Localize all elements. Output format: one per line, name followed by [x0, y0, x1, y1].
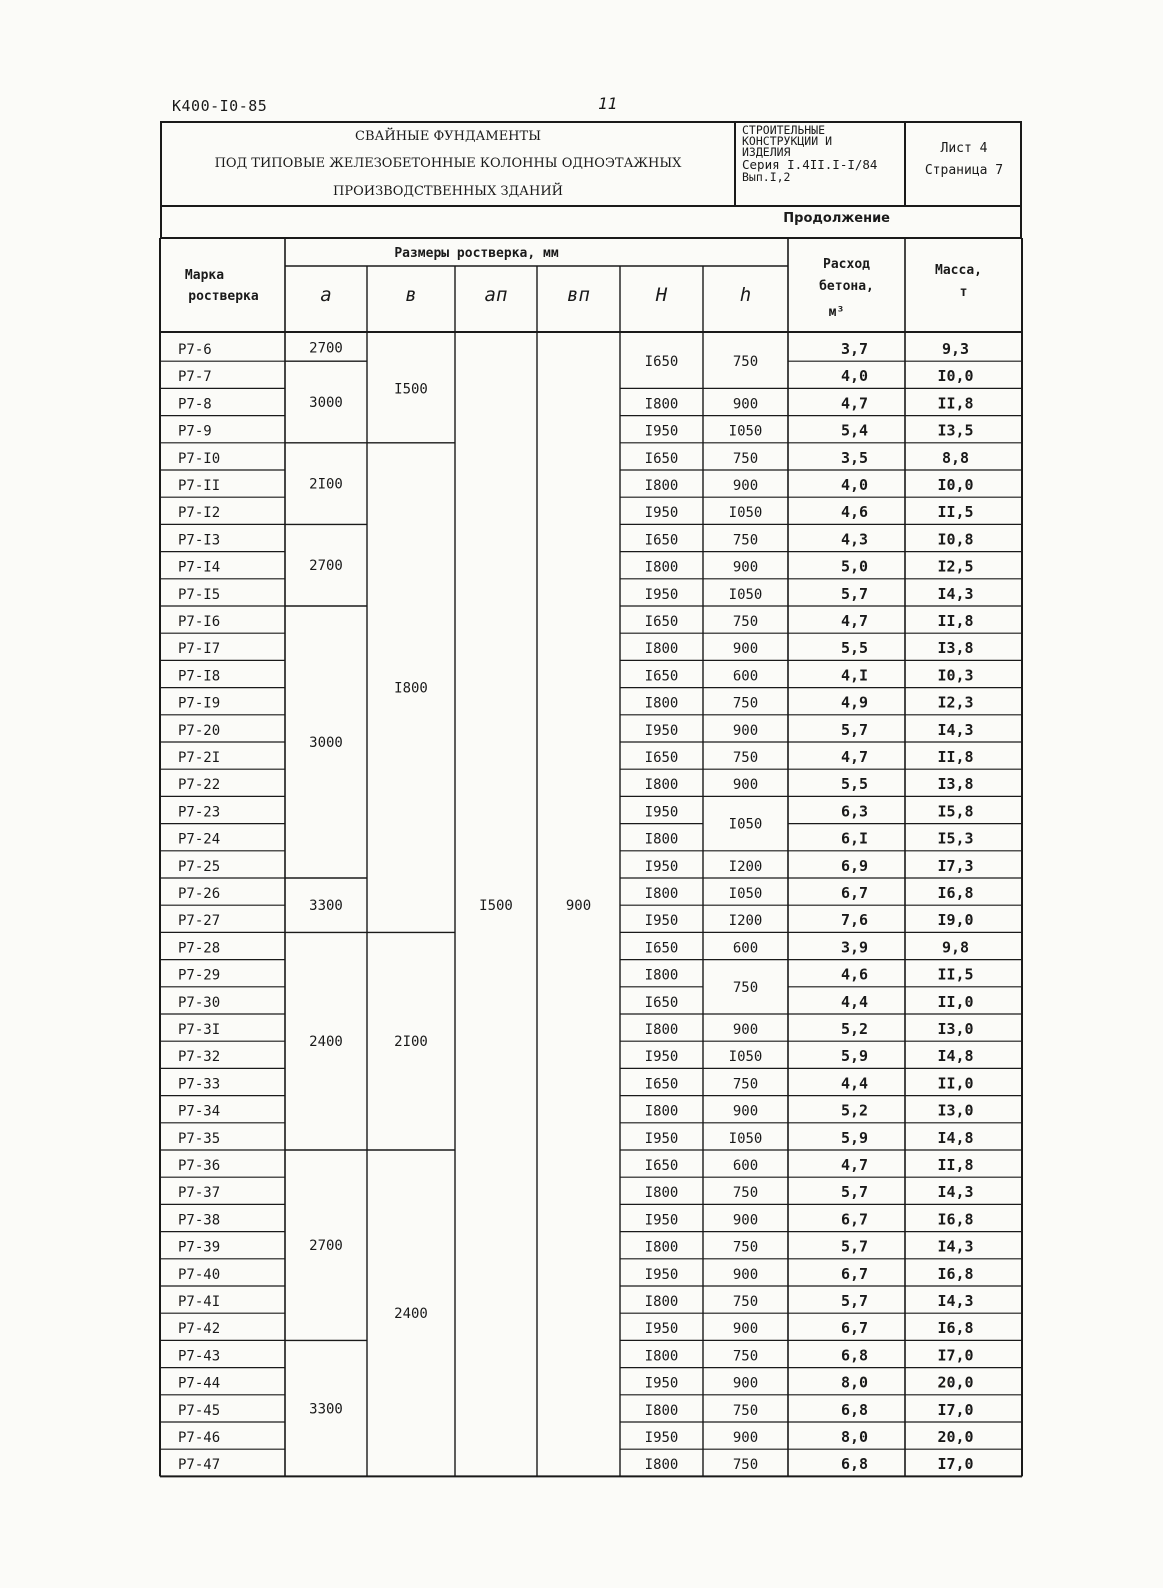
series-line-5: Вып.I,2 — [742, 170, 791, 184]
a-value-0: 2700 — [309, 340, 343, 357]
row-mass: I0,8 — [937, 530, 974, 549]
row-h-total: I950 — [644, 1130, 679, 1147]
row-mass: I3,5 — [937, 421, 974, 440]
row-mark: Р7-24 — [178, 831, 221, 848]
series-line-4: Серия I.4II.I-I/84 — [742, 157, 878, 172]
row-mass: 8,8 — [941, 448, 970, 467]
row-concrete: 6,7 — [840, 1264, 869, 1283]
row-h: 900 — [732, 1375, 759, 1392]
a-value-4: 3000 — [309, 735, 343, 751]
row-mark: Р7-26 — [178, 886, 221, 902]
row-h: I050 — [728, 586, 763, 603]
row-h: 900 — [732, 1212, 759, 1229]
row-mass: I6,8 — [937, 1210, 974, 1229]
row-h: 750 — [732, 750, 759, 766]
title-line-2: ПОД ТИПОВЫЕ ЖЕЛЕЗОБЕТОННЫЕ КОЛОННЫ ОДНОЭТАЖНЫХ — [214, 156, 682, 171]
row-h-total: I950 — [644, 913, 679, 930]
row-mark: Р7-I9 — [178, 695, 221, 712]
row-concrete: 5,7 — [840, 584, 869, 603]
row-mass: I4,3 — [937, 1237, 974, 1256]
row-h-total: I950 — [644, 586, 679, 603]
row-concrete: 4,4 — [840, 1074, 869, 1093]
title-line-1: СВАЙНЫЕ ФУНДАМЕНТЫ — [355, 129, 541, 144]
row-mass: I6,8 — [937, 1264, 974, 1283]
row-h: I050 — [728, 505, 763, 522]
row-concrete: 6,8 — [840, 1455, 869, 1474]
a-value-3: 2700 — [309, 558, 343, 575]
b-value-0: I500 — [394, 381, 428, 398]
row-h-total: I800 — [644, 478, 679, 494]
row-h-total: I950 — [644, 1321, 679, 1338]
a-value-7: 2700 — [309, 1238, 343, 1255]
row-h: 900 — [732, 722, 759, 739]
row-concrete: 4,7 — [840, 394, 869, 413]
row-h-total: I650 — [644, 614, 679, 630]
row-mass: I7,0 — [937, 1400, 974, 1419]
row-h-total: I800 — [644, 1294, 679, 1310]
row-h: 900 — [732, 1321, 759, 1338]
row-concrete: 5,7 — [840, 1183, 869, 1202]
row-concrete: 5,0 — [840, 557, 869, 576]
row-h-total: I800 — [644, 886, 679, 902]
row-concrete: 4,6 — [840, 965, 869, 984]
row-mark: Р7-23 — [178, 804, 221, 821]
row-h-total: I800 — [644, 695, 679, 712]
row-mass: II,5 — [937, 503, 974, 522]
row-mark: Р7-34 — [178, 1103, 221, 1120]
row-h-total: I650 — [644, 1158, 679, 1174]
row-mass: I0,0 — [937, 367, 974, 386]
a-value-2: 2I00 — [309, 476, 343, 493]
row-h-total: I950 — [644, 505, 679, 522]
row-concrete: 5,9 — [840, 1047, 869, 1066]
row-mark: Р7-43 — [178, 1348, 221, 1365]
h-span-value-1: I050 — [728, 816, 763, 833]
row-h: 600 — [732, 1158, 759, 1174]
row-h-total: I950 — [644, 722, 679, 739]
row-mass: I4,3 — [937, 720, 974, 739]
row-h: 750 — [732, 1457, 759, 1474]
row-h-total: I800 — [644, 1103, 679, 1120]
header-dim-2: ап — [484, 284, 508, 306]
row-h-total: I800 — [644, 967, 679, 984]
row-concrete: 5,5 — [840, 775, 869, 794]
row-mark: Р7-44 — [178, 1375, 221, 1392]
b-value-2: 2I00 — [394, 1034, 428, 1051]
row-h: I050 — [728, 1130, 763, 1147]
row-mass: I7,0 — [937, 1455, 974, 1474]
row-concrete: 6,I — [840, 829, 869, 848]
row-h: 750 — [732, 450, 759, 467]
row-concrete: 5,5 — [840, 639, 869, 658]
row-mass: I0,3 — [937, 666, 974, 685]
header-dim-4: Н — [655, 284, 668, 306]
row-mass: I6,8 — [937, 1319, 974, 1338]
header-dim-1: в — [405, 284, 417, 306]
row-concrete: 4,0 — [840, 367, 869, 386]
row-mark: Р7-30 — [178, 994, 221, 1011]
row-h: 900 — [732, 559, 759, 576]
header-concrete-line-2: бетона, — [819, 279, 874, 294]
row-h: 750 — [732, 1294, 759, 1310]
row-mark: Р7-I2 — [178, 505, 221, 522]
a-value-1: 3000 — [309, 395, 343, 411]
row-mark: Р7-25 — [178, 858, 221, 875]
row-h-total: I800 — [644, 559, 679, 576]
bp-value-0: 900 — [565, 898, 592, 915]
row-h: 900 — [732, 641, 759, 658]
row-mass: I5,3 — [937, 829, 974, 848]
row-mass: 9,8 — [941, 938, 970, 957]
row-concrete: 6,7 — [840, 884, 869, 902]
series-line-1: СТРОИТЕЛЬНЫЕ — [742, 123, 826, 137]
row-h-total: I650 — [644, 668, 679, 685]
row-h: I050 — [728, 423, 763, 440]
h-span-value-0: 750 — [732, 354, 759, 371]
row-mass: II,8 — [937, 1156, 974, 1174]
ap-value-0: I500 — [479, 898, 513, 915]
row-concrete: 5,7 — [840, 1237, 869, 1256]
row-mark: Р7-8 — [178, 396, 212, 413]
row-h: 750 — [732, 614, 759, 630]
row-concrete: 4,I — [840, 666, 869, 685]
row-mark: Р7-33 — [178, 1076, 221, 1093]
row-h-total: I800 — [644, 396, 679, 413]
row-concrete: 6,9 — [840, 856, 869, 875]
row-mark: Р7-32 — [178, 1049, 221, 1066]
row-mark: Р7-I4 — [178, 559, 221, 576]
header-concrete-line-3: м³ — [828, 305, 845, 320]
row-mass: I6,8 — [937, 884, 974, 902]
row-h-total: I650 — [644, 532, 679, 549]
row-mass: II,0 — [937, 1074, 974, 1093]
row-concrete: 5,7 — [840, 1292, 869, 1310]
row-mass: I3,0 — [937, 1101, 974, 1120]
row-h: 900 — [732, 1430, 759, 1446]
row-concrete: 5,2 — [840, 1101, 869, 1120]
a-value-5: 3300 — [309, 898, 343, 915]
row-mass: I4,8 — [937, 1047, 974, 1066]
h-span-value-2: 750 — [732, 979, 759, 996]
h-total-span-value-0: I650 — [644, 354, 679, 371]
row-concrete: 4,7 — [840, 612, 869, 630]
row-mass: 20,0 — [937, 1428, 974, 1446]
row-mass: I2,3 — [937, 693, 974, 712]
row-concrete: 4,9 — [840, 693, 869, 712]
row-h-total: I650 — [644, 750, 679, 766]
row-mark: Р7-42 — [178, 1321, 221, 1338]
row-mass: I4,3 — [937, 584, 974, 603]
row-concrete: 6,8 — [840, 1400, 869, 1419]
row-mass: I5,8 — [937, 802, 974, 821]
row-mark: Р7-6 — [178, 342, 212, 358]
row-mass: II,8 — [937, 394, 974, 413]
row-mark: Р7-7 — [178, 369, 212, 386]
sheet-number: Лист 4 — [940, 141, 988, 156]
row-mass: 9,3 — [941, 340, 970, 358]
header-mass-line-1: Масса, — [935, 263, 982, 278]
row-mark: Р7-35 — [178, 1130, 221, 1147]
row-concrete: 8,0 — [840, 1428, 869, 1446]
header-dim-3: вп — [567, 284, 590, 306]
row-h-total: I650 — [644, 1076, 679, 1093]
b-value-1: I800 — [394, 680, 428, 697]
row-mass: I4,8 — [937, 1128, 974, 1147]
row-concrete: 7,6 — [840, 911, 869, 930]
b-value-3: 2400 — [394, 1306, 428, 1323]
row-h-total: I650 — [644, 940, 679, 957]
row-h: I200 — [728, 913, 763, 930]
row-mark: Р7-38 — [178, 1212, 221, 1229]
row-h-total: I800 — [644, 1022, 679, 1038]
row-concrete: 3,7 — [840, 340, 869, 358]
row-mark: Р7-39 — [178, 1239, 221, 1256]
header-mark-line-2: ростверка — [188, 289, 259, 304]
row-concrete: 6,8 — [840, 1346, 869, 1365]
row-concrete: 4,7 — [840, 1156, 869, 1174]
a-value-6: 2400 — [309, 1034, 343, 1051]
header-dim-0: а — [320, 284, 332, 306]
header-mark-line-1: Марка — [184, 268, 225, 283]
row-concrete: 3,9 — [840, 938, 869, 957]
row-mass: II,0 — [937, 992, 974, 1011]
row-concrete: 5,2 — [840, 1020, 869, 1038]
title-line-3: ПРОИЗВОДСТВЕННЫХ ЗДАНИЙ — [333, 184, 563, 199]
row-h-total: I950 — [644, 804, 679, 821]
handwritten-page-mark: 11 — [598, 94, 618, 113]
page-number: Страница 7 — [924, 163, 1004, 178]
row-h: I050 — [728, 1049, 763, 1066]
row-h: 750 — [732, 695, 759, 712]
row-concrete: 4,7 — [840, 748, 869, 766]
row-mass: I3,8 — [937, 775, 974, 794]
row-mark: Р7-3I — [178, 1022, 221, 1038]
row-concrete: 5,7 — [840, 720, 869, 739]
row-concrete: 4,6 — [840, 503, 869, 522]
row-h: 750 — [732, 1239, 759, 1256]
row-mass: I9,0 — [937, 911, 974, 930]
row-h-total: I800 — [644, 1457, 679, 1474]
row-mass: I4,3 — [937, 1292, 974, 1310]
a-value-8: 3300 — [309, 1401, 343, 1418]
row-mark: Р7-I6 — [178, 614, 221, 630]
row-mass: I7,0 — [937, 1346, 974, 1365]
row-h: 750 — [732, 1185, 759, 1202]
row-mark: Р7-36 — [178, 1158, 221, 1174]
row-mark: Р7-37 — [178, 1185, 221, 1202]
header-dim-5: h — [739, 284, 752, 306]
row-mark: Р7-45 — [178, 1402, 221, 1419]
row-concrete: 5,4 — [840, 421, 869, 440]
header-mass-line-2: т — [959, 285, 968, 300]
series-line-3: ИЗДЕЛИЯ — [742, 145, 791, 159]
row-h-total: I950 — [644, 423, 679, 440]
row-h: 600 — [732, 668, 759, 685]
row-mark: Р7-40 — [178, 1266, 221, 1283]
row-h-total: I950 — [644, 1375, 679, 1392]
row-h: 750 — [732, 532, 759, 549]
row-concrete: 5,9 — [840, 1128, 869, 1147]
continuation-label: Продолжение — [783, 211, 890, 226]
row-h: I050 — [728, 886, 763, 902]
document-code: К400-I0-85 — [172, 97, 268, 115]
row-h-total: I950 — [644, 1049, 679, 1066]
row-concrete: 4,3 — [840, 530, 869, 549]
row-h-total: I800 — [644, 1185, 679, 1202]
row-h: 900 — [732, 1103, 759, 1120]
row-h: 900 — [732, 1022, 759, 1038]
row-h-total: I650 — [644, 994, 679, 1011]
row-mass: II,8 — [937, 748, 974, 766]
row-mark: Р7-22 — [178, 777, 221, 794]
row-mass: I3,0 — [937, 1020, 974, 1038]
row-h-total: I950 — [644, 1212, 679, 1229]
row-h-total: I800 — [644, 1348, 679, 1365]
row-mass: I7,3 — [937, 856, 974, 875]
header-dimensions-group: Размеры ростверка, мм — [394, 246, 559, 261]
row-concrete: 4,0 — [840, 476, 869, 494]
header-concrete-line-1: Расход — [823, 257, 870, 272]
row-mark: Р7-I3 — [178, 532, 221, 549]
row-mark: Р7-II — [178, 478, 221, 494]
row-mark: Р7-9 — [178, 423, 212, 440]
row-concrete: 6,7 — [840, 1319, 869, 1338]
row-h: 900 — [732, 777, 759, 794]
row-h: 750 — [732, 1348, 759, 1365]
row-h: 900 — [732, 1266, 759, 1283]
row-h-total: I650 — [644, 450, 679, 467]
row-h-total: I800 — [644, 831, 679, 848]
row-mass: I4,3 — [937, 1183, 974, 1202]
row-mass: II,5 — [937, 965, 974, 984]
row-mark: Р7-20 — [178, 722, 221, 739]
row-mass: I0,0 — [937, 476, 974, 494]
row-concrete: 6,3 — [840, 802, 869, 821]
row-mark: Р7-28 — [178, 940, 221, 957]
row-h-total: I800 — [644, 1402, 679, 1419]
row-h: I200 — [728, 858, 763, 875]
row-concrete: 6,7 — [840, 1210, 869, 1229]
row-mark: Р7-I8 — [178, 668, 221, 685]
row-h-total: I800 — [644, 777, 679, 794]
row-mark: Р7-47 — [178, 1457, 221, 1474]
row-mark: Р7-46 — [178, 1430, 221, 1446]
row-mark: Р7-I0 — [178, 450, 221, 467]
row-h-total: I800 — [644, 1239, 679, 1256]
row-mark: Р7-2I — [178, 750, 221, 766]
series-line-2: КОНСТРУКЦИИ И — [742, 134, 833, 148]
row-concrete: 4,4 — [840, 992, 869, 1011]
row-mass: II,8 — [937, 612, 974, 630]
row-concrete: 8,0 — [840, 1373, 869, 1392]
row-h-total: I800 — [644, 641, 679, 658]
row-mass: 20,0 — [937, 1373, 974, 1392]
row-h: 750 — [732, 1402, 759, 1419]
row-mark: Р7-29 — [178, 967, 221, 984]
row-mark: Р7-I7 — [178, 641, 221, 658]
row-mark: Р7-I5 — [178, 586, 221, 603]
row-h-total: I950 — [644, 1266, 679, 1283]
row-h: 900 — [732, 478, 759, 494]
row-concrete: 3,5 — [840, 448, 869, 467]
row-mass: I2,5 — [937, 557, 974, 576]
row-h: 600 — [732, 940, 759, 957]
row-mark: Р7-27 — [178, 913, 221, 930]
row-mass: I3,8 — [937, 639, 974, 658]
row-h-total: I950 — [644, 858, 679, 875]
row-mark: Р7-4I — [178, 1294, 221, 1310]
row-h: 900 — [732, 396, 759, 413]
row-h-total: I950 — [644, 1430, 679, 1446]
row-h: 750 — [732, 1076, 759, 1093]
